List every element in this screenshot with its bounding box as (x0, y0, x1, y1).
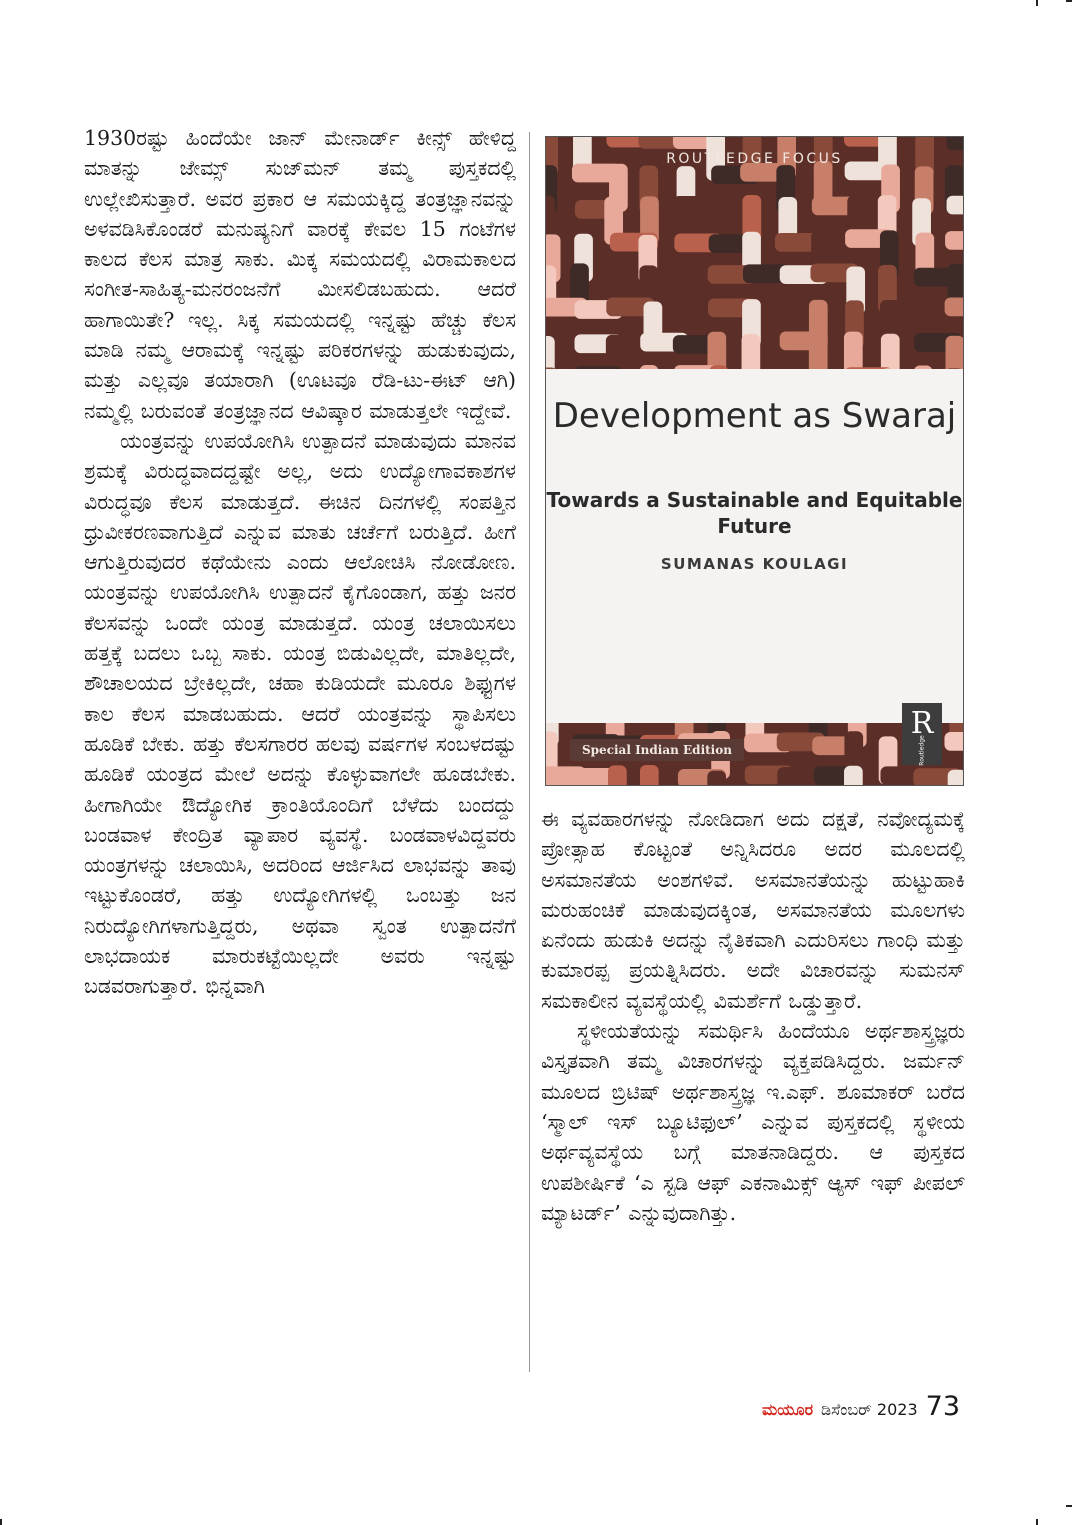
hand-shape (946, 336, 963, 369)
left-article-column (84, 123, 516, 1002)
hand-shape (606, 335, 625, 369)
hand-shape (947, 196, 963, 215)
right-article-column (541, 804, 965, 1228)
article-paragraph: ಯಂತ್ರವನ್ನು ಉಪಯೋಗಿಸಿ ಉತ್ಪಾದನೆ ಮಾಡುವುದು ಮಾನವ ಶ್ರಮಕ್ಕೆ ವಿರುದ್ಧವಾದದ್ದಷ್ಟೇ ಅಲ್ಲ, ಅದು ಉದ್ಯೋಗಾವಕಾಶಗಳ ವಿರುದ್ಧವೂ ಕೆಲಸ ಮಾಡುತ್ತದೆ. ಈಚಿನ ದಿನಗಳಲ್ಲಿ ಸಂಪತ್ತಿನ ಧ್ರುವೀಕರಣವಾಗುತ್ತಿದೆ ಎನ್ನುವ ಮಾತು ಚರ್ಚೆಗೆ ಬರುತ್ತಿದೆ. ಹೀಗೆ ಆಗುತ್ತಿರುವುದರ ಕಥೆಯೇನು ಎಂದು ಆಲೋಚಿಸಿ ನೋಡೋಣ. ಯಂತ್ರವನ್ನು ಉಪಯೋಗಿಸಿ ಉತ್ಪಾದನೆ ಕೈಗೊಂಡಾಗ, ಹತ್ತು ಜನರ ಕೆಲಸವನ್ನು ಒಂದೇ ಯಂತ್ರ ಮಾಡುತ್ತದೆ. ಯಂತ್ರ ಚಲಾಯಿಸಲು ಹತ್ತಕ್ಕೆ ಬದಲು ಒಬ್ಬ ಸಾಕು. ಯಂತ್ರ ಬಿಡುವಿಲ್ಲದೇ, ಮಾತಿಲ್ಲದೇ, ಶೌಚಾಲಯದ ಬ್ರೇಕಿಲ್ಲದೇ, ಚಹಾ ಕುಡಿಯದೇ ಮೂರೂ ಶಿಫ್ಟುಗಳ ಕಾಲ ಕೆಲಸ ಮಾಡಬಹುದು. ಆದರೆ ಯಂತ್ರವನ್ನು ಸ್ಥಾಪಿಸಲು ಹೂಡಿಕೆ ಬೇಕು. ಹತ್ತು ಕೆಲಸಗಾರರ ಹಲವು ವರ್ಷಗಳ ಸಂಬಳದಷ್ಟು ಹೂಡಿಕೆ ಯಂತ್ರದ ಮೇಲೆ ಅದನ್ನು ಕೊಳ್ಳುವಾಗಲೇ ಹೂಡಬೇಕು. ಹೀಗಾಗಿಯೇ ಔದ್ಯೋಗಿಕ ಕ್ರಾಂತಿಯೊಂದಿಗೆ ಬೆಳೆದು ಬಂದದ್ದು ಬಂಡವಾಳ ಕೇಂದ್ರಿತ ವ್ಯಾಪಾರ ವ್ಯವಸ್ಥೆ. ಬಂಡವಾಳವಿದ್ದವರು ಯಂತ್ರಗಳನ್ನು ಚಲಾಯಿಸಿ, ಅದರಿಂದ ಆರ್ಜಿಸಿದ ಲಾಭವನ್ನು ತಾವು ಇಟ್ಟುಕೊಂಡರೆ, ಹತ್ತು ಉದ್ಯೋಗಿಗಳಲ್ಲಿ ಒಂಬತ್ತು ಜನ ನಿರುದ್ಯೋಗಿಗಳಾಗುತ್ತಿದ್ದರು, ಅಥವಾ ಸ್ವಂತ ಉತ್ಪಾದನೆಗೆ ಲಾಭದಾಯಕ ಮಾರುಕಟ್ಟೆಯಿಲ್ಲದೇ ಅವರು ಇನ್ನಷ್ಟು ಬಡವರಾಗುತ್ತಾರೆ. ಭಿನ್ನವಾಗಿ (84, 428, 516, 999)
page-number: 73 (925, 1391, 960, 1422)
hand-shape (742, 334, 761, 369)
edition-badge: Special Indian Edition (570, 739, 744, 761)
crop-mark (1066, 1505, 1072, 1507)
article-paragraph: ಈ ವ್ಯವಹಾರಗಳನ್ನು ನೋಡಿದಾಗ ಅದು ದಕ್ಷತೆ, ನವೋದ್ಯಮಕ್ಕೆ ಪ್ರೋತ್ಸಾಹ ಕೊಟ್ಟಂತೆ ಅನ್ನಿಸಿದರೂ ಅದರ ಮೂಲದಲ್ಲಿ ಅಸಮಾನತೆಯ ಅಂಶಗಳಿವೆ. ಅಸಮಾನತೆಯನ್ನು ಹುಟ್ಟುಹಾಕಿ ಮರುಹಂಚಿಕೆ ಮಾಡುವುದಕ್ಕಿಂತ, ಅಸಮಾನತೆಯ ಮೂಲಗಳು ಏನೆಂದು ಹುಡುಕಿ ಅದನ್ನು ನೈತಿಕವಾಗಿ ಎದುರಿಸಲು ಗಾಂಧಿ ಮತ್ತು ಕುಮಾರಪ್ಪ ಪ್ರಯತ್ನಿಸಿದರು. ಅದೇ ವಿಚಾರವನ್ನು ಸುಮನಸ್ ಸಮಕಾಲೀನ ವ್ಯವಸ್ಥೆಯಲ್ಲಿ ವಿಮರ್ಶೆಗೆ ಒಡ್ಡುತ್ತಾರೆ. (541, 807, 965, 1013)
hand-shape (945, 231, 963, 250)
hand-shape (707, 332, 726, 369)
hand-shape (546, 336, 555, 369)
crop-mark (1036, 1519, 1038, 1525)
book-subtitle: Towards a Sustainable and Equitable Future (546, 488, 963, 538)
page-footer (762, 1391, 960, 1427)
publisher-logo-letter: R (910, 706, 934, 741)
article-paragraph: 1930ರಷ್ಟು ಹಿಂದೆಯೇ ಜಾನ್ ಮೇನಾರ್ಡ್ ಕೀನ್ಸ್ ಹೇಳಿದ್ದ ಮಾತನ್ನು ಜೇಮ್ಸ್ ಸುಜ್‌ಮನ್ ತಮ್ಮ ಪುಸ್ತಕದಲ್ಲಿ ಉಲ್ಲೇಖಿಸುತ್ತಾರೆ. ಅವರ ಪ್ರಕಾರ ಆ ಸಮಯಕ್ಕಿದ್ದ ತಂತ್ರಜ್ಞಾನವನ್ನು ಅಳವಡಿಸಿಕೊಂಡರೆ ಮನುಷ್ಯನಿಗೆ ವಾರಕ್ಕೆ ಕೇವಲ 15 ಗಂಟೆಗಳ ಕಾಲದ ಕೆಲಸ ಮಾತ್ರ ಸಾಕು. ಮಿಕ್ಕ ಸಮಯದಲ್ಲಿ ವಿರಾಮಕಾಲದ ಸಂಗೀತ-ಸಾಹಿತ್ಯ-ಮನರಂಜನೆಗೆ ಮೀಸಲಿಡಬಹುದು. ಆದರೆ ಹಾಗಾಯಿತೇ? ಇಲ್ಲ. ಸಿಕ್ಕ ಸಮಯದಲ್ಲಿ ಇನ್ನಷ್ಟು ಹೆಚ್ಚು ಕೆಲಸ ಮಾಡಿ ನಮ್ಮ ಆರಾಮಕ್ಕೆ ಇನ್ನಷ್ಟು ಪರಿಕರಗಳನ್ನು ಹುಡುಕುವುದು, ಮತ್ತು ಎಲ್ಲವೂ ತಯಾರಾಗಿ (ಊಟವೂ ರೆಡಿ-ಟು-ಈಟ್ ಆಗಿ) ನಮ್ಮಲ್ಲಿ ಬರುವಂತೆ ತಂತ್ರಜ್ಞಾನದ ಆವಿಷ್ಕಾರ ಮಾಡುತ್ತಲೇ ಇದ್ದೇವೆ. (84, 126, 516, 423)
book-cover-image (545, 136, 964, 786)
book-author: SUMANAS KOULAGI (660, 555, 849, 573)
issue-date: ಡಿಸೆಂಬರ್ 2023 (821, 1400, 918, 1419)
book-title: Development as Swaraj (552, 396, 957, 436)
hand-shape (707, 771, 726, 785)
crop-mark (0, 1519, 2, 1525)
column-divider (529, 132, 530, 1372)
hand-shape (608, 765, 627, 785)
publisher-logo (902, 703, 942, 765)
series-label: ROUTLEDGE FOCUS (666, 151, 843, 167)
crop-mark (1036, 0, 1038, 6)
publisher-logo-text: Routledge (918, 735, 926, 766)
hand-shape (948, 770, 963, 785)
hand-shape (844, 332, 863, 369)
hand-shape (777, 767, 796, 785)
magazine-name: ಮಯೂರ (762, 1400, 814, 1419)
hand-shape (946, 137, 963, 150)
crop-mark (1066, 0, 1072, 2)
hand-shape (809, 332, 828, 369)
hands-pattern-top (546, 137, 963, 369)
article-paragraph: ಸ್ಥಳೀಯತೆಯನ್ನು ಸಮರ್ಥಿಸಿ ಹಿಂದೆಯೂ ಅರ್ಥಶಾಸ್ತ್ರಜ್ಞರು ವಿಸ್ತೃತವಾಗಿ ತಮ್ಮ ವಿಚಾರಗಳನ್ನು ವ್ಯಕ್ತಪಡಿಸಿದ್ದರು. ಜರ್ಮನ್ ಮೂಲದ ಬ್ರಿಟಿಷ್ ಅರ್ಥಶಾಸ್ತ್ರಜ್ಞ ಇ.ಎಫ್. ಶೂಮಾಕರ್ ಬರೆದ ‘ಸ್ಮಾಲ್ ಇಸ್ ಬ್ಯೂಟಿಫುಲ್’ ಎನ್ನುವ ಪುಸ್ತಕದಲ್ಲಿ ಸ್ಥಳೀಯ ಅರ್ಥವ್ಯವಸ್ಥೆಯ ಬಗ್ಗೆ ಮಾತನಾಡಿದ್ದರು. ಆ ಪುಸ್ತಕದ ಉಪಶೀರ್ಷಿಕೆ ‘ಎ ಸ್ಟಡಿ ಆಫ್ ಎಕನಾಮಿಕ್ಸ್ ಆ್ಯಸ್ ಇಫ್ ಪೀಪಲ್ ಮ್ಯಾಟರ್ಡ್’ ಎನ್ನುವುದಾಗಿತ್ತು. (541, 1019, 965, 1225)
hand-shape (844, 766, 863, 785)
hand-shape (640, 765, 659, 785)
hand-shape (945, 298, 963, 317)
hand-shape (944, 732, 963, 751)
hand-shape (881, 334, 900, 369)
